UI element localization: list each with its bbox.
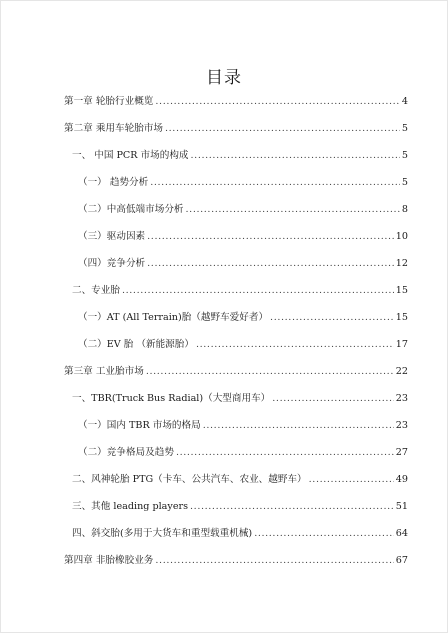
toc-entry-page: 15 xyxy=(395,312,408,323)
toc-entry-page: 8 xyxy=(401,204,408,215)
toc-leader-dots xyxy=(165,123,400,135)
toc-entry-page: 5 xyxy=(401,177,408,188)
toc-entry xyxy=(64,96,408,108)
toc-entry-page: 23 xyxy=(395,393,408,404)
toc-leader-dots xyxy=(270,312,394,324)
toc-leader-dots xyxy=(155,555,393,567)
toc-entry xyxy=(78,177,408,189)
toc-entry xyxy=(72,474,408,486)
toc-leader-dots xyxy=(186,204,400,216)
toc-entry-page: 67 xyxy=(395,555,408,566)
toc-entry xyxy=(78,312,408,324)
toc-entry-page: 5 xyxy=(401,150,408,161)
toc-entry-page: 15 xyxy=(395,285,408,296)
toc-entry-label: 第三章 工业胎市场 xyxy=(64,366,144,377)
toc-entry xyxy=(72,528,408,540)
table-of-contents xyxy=(1,1,448,634)
toc-entry xyxy=(78,447,408,459)
toc-entry-label: （一） 趋势分析 xyxy=(78,177,149,188)
toc-entry-label: （三）驱动因素 xyxy=(78,231,146,242)
toc-entry-label: 第四章 非胎橡胶业务 xyxy=(64,555,154,566)
toc-entry-label: （一）国内 TBR 市场的格局 xyxy=(78,420,201,431)
toc-entry-page: 12 xyxy=(395,258,408,269)
toc-entry xyxy=(78,204,408,216)
toc-entry-page: 5 xyxy=(401,123,408,134)
toc-entry-label: 第一章 轮胎行业概览 xyxy=(64,96,154,107)
toc-entry-label: 二、风神轮胎 PTG（卡车、公共汽车、农业、越野车） xyxy=(72,474,307,485)
toc-entry xyxy=(64,123,408,135)
toc-leader-dots xyxy=(147,258,394,270)
toc-entry-page: 49 xyxy=(395,474,408,485)
toc-leader-dots xyxy=(176,447,394,459)
toc-entry xyxy=(72,285,408,297)
toc-entry xyxy=(72,501,408,513)
toc-entry-label: （一）AT (All Terrain)胎（越野车爱好者） xyxy=(78,312,269,323)
toc-entry-page: 4 xyxy=(401,96,408,107)
toc-entry xyxy=(64,555,408,567)
toc-entry-label: 第二章 乘用车轮胎市场 xyxy=(64,123,163,134)
toc-entry-page: 10 xyxy=(395,231,408,242)
toc-leader-dots xyxy=(203,420,394,432)
toc-entry-label: （二）EV 胎 （新能源胎） xyxy=(78,339,194,350)
toc-leader-dots xyxy=(272,393,394,405)
toc-leader-dots xyxy=(254,528,394,540)
toc-entry xyxy=(72,393,408,405)
toc-entry-page: 64 xyxy=(395,528,408,539)
toc-entry-page: 27 xyxy=(395,447,408,458)
toc-entry-label: （四）竞争分析 xyxy=(78,258,146,269)
toc-entry xyxy=(72,150,408,162)
toc-entry-page: 23 xyxy=(395,420,408,431)
toc-entry-label: 一、TBR(Truck Bus Radial)（大型商用车） xyxy=(72,393,271,404)
toc-leader-dots xyxy=(146,366,394,378)
toc-entry xyxy=(78,420,408,432)
toc-leader-dots xyxy=(122,285,394,297)
toc-leader-dots xyxy=(155,96,399,108)
toc-leader-dots xyxy=(147,231,394,243)
toc-entry-label: 四、斜交胎(多用于大货车和重型载重机械) xyxy=(72,528,253,539)
toc-leader-dots xyxy=(191,150,400,162)
toc-leader-dots xyxy=(196,339,394,351)
toc-entry xyxy=(78,258,408,270)
toc-entry-page: 22 xyxy=(395,366,408,377)
toc-entry xyxy=(78,339,408,351)
toc-entry-label: 三、其他 leading players xyxy=(72,501,189,512)
toc-entry-label: 二、专业胎 xyxy=(72,285,120,296)
toc-entry xyxy=(78,231,408,243)
page-title: 目录 xyxy=(206,68,242,88)
toc-entry-page: 17 xyxy=(395,339,408,350)
toc-leader-dots xyxy=(150,177,400,189)
toc-entry-label: （二）竞争格局及趋势 xyxy=(78,447,174,458)
toc-entry-label: 一、 中国 PCR 市场的构成 xyxy=(72,150,189,161)
toc-entry xyxy=(64,366,408,378)
toc-leader-dots xyxy=(309,474,394,486)
toc-leader-dots xyxy=(190,501,394,513)
toc-entry-page: 51 xyxy=(395,501,408,512)
toc-entry-label: （二）中高低端市场分析 xyxy=(78,204,184,215)
